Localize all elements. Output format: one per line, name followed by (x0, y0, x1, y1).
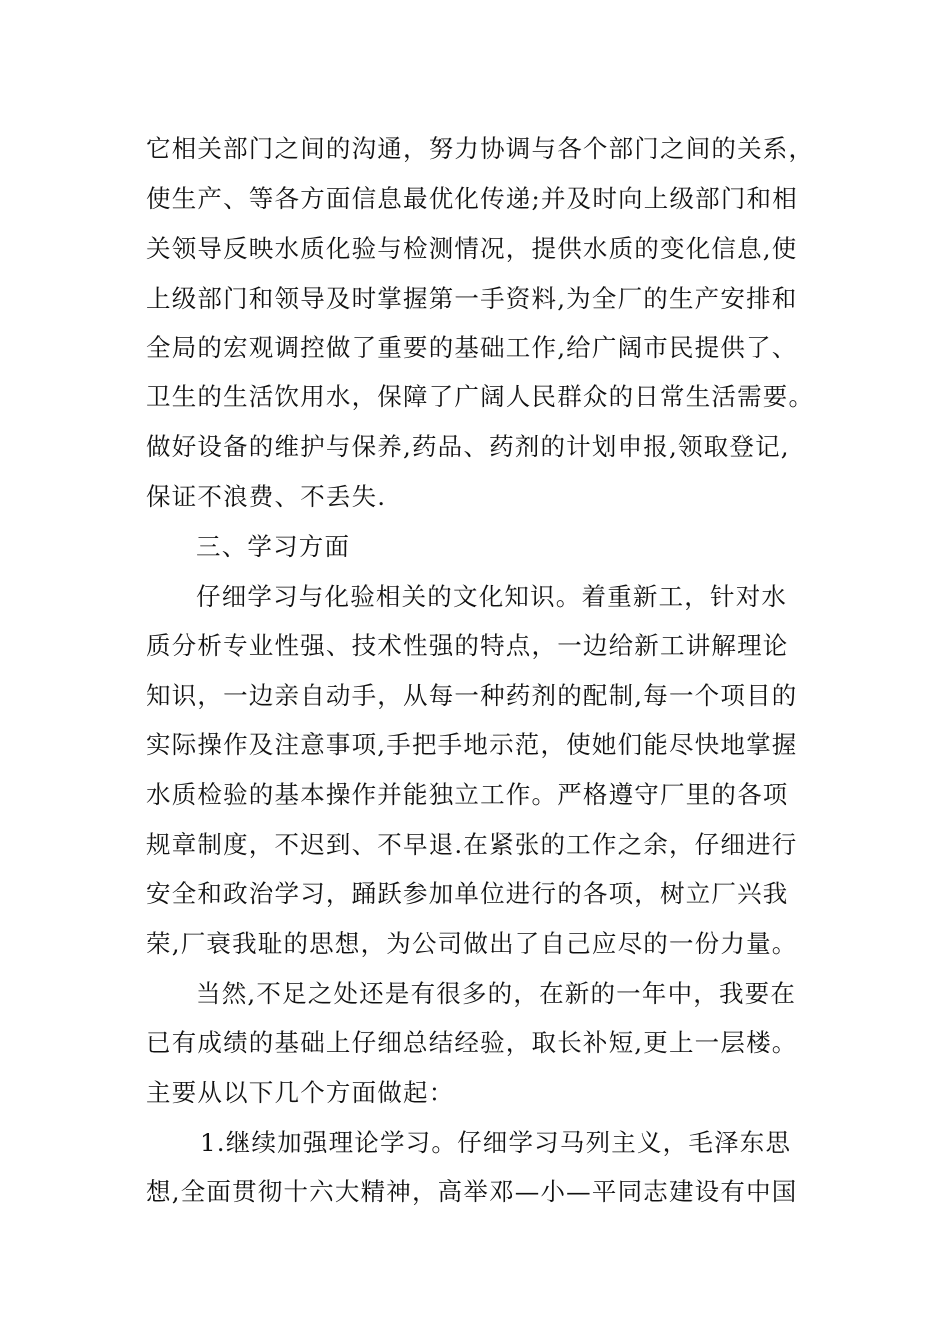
text-line: 全局的宏观调控做了重要的基础工作,给广阔市民提供了、 (146, 333, 798, 362)
text-line: 知识，一边亲自动手，从每一种药剂的配制,每一个项目的 (146, 681, 798, 710)
text-line: 实际操作及注意事项,手把手地示范，使她们能尽快地掌握 (146, 730, 798, 759)
text-line: 已有成绩的基础上仔细总结经验，取长补短,更上一层楼。 (146, 1028, 798, 1057)
text-line: 质分析专业性强、技术性强的特点，一边给新工讲解理论 (146, 631, 789, 660)
text-line: 水质检验的基本操作并能独立工作。严格遵守厂里的各项 (146, 780, 789, 809)
text-line: 做好设备的维护与保养,药品、药剂的计划申报,领取登记, (146, 432, 790, 461)
text-line: 卫生的生活饮用水，保障了广阔人民群众的日常生活需要。 (146, 382, 815, 411)
text-line: 荣,厂衰我耻的思想，为公司做出了自己应尽的一份力量。 (146, 929, 798, 958)
text-line: 上级部门和领导及时掌握第一手资料,为全厂的生产安排和 (146, 284, 798, 313)
text-line: 关领导反映水质化验与检测情况，提供水质的变化信息,使 (146, 234, 798, 263)
text-line: 主要从以下几个方面做起： (146, 1078, 455, 1107)
text-line: 仔细学习与化验相关的文化知识。着重新工，针对水 (196, 582, 788, 611)
text-line: 它相关部门之间的沟通，努力协调与各个部门之间的关系， (146, 134, 815, 163)
numbered-item: 1.继续加强理论学习。仔细学习马列主义，毛泽东思 (200, 1128, 792, 1157)
text-line: 安全和政治学习，踊跃参加单位进行的各项，树立厂兴我 (146, 879, 789, 908)
text-line: 使生产、等各方面信息最优化传递;并及时向上级部门和相 (146, 184, 798, 213)
section-heading: 三、学习方面 (196, 532, 351, 561)
text-line: 保证不浪费、不丢失. (146, 482, 387, 511)
text-line: 当然,不足之处还是有很多的，在新的一年中，我要在 (196, 979, 797, 1008)
text-line: 规章制度，不迟到、不早退.在紧张的工作之余，仔细进行 (146, 830, 798, 859)
text-line: 想,全面贯彻十六大精神，高举邓—小—平同志建设有中国 (146, 1177, 798, 1206)
